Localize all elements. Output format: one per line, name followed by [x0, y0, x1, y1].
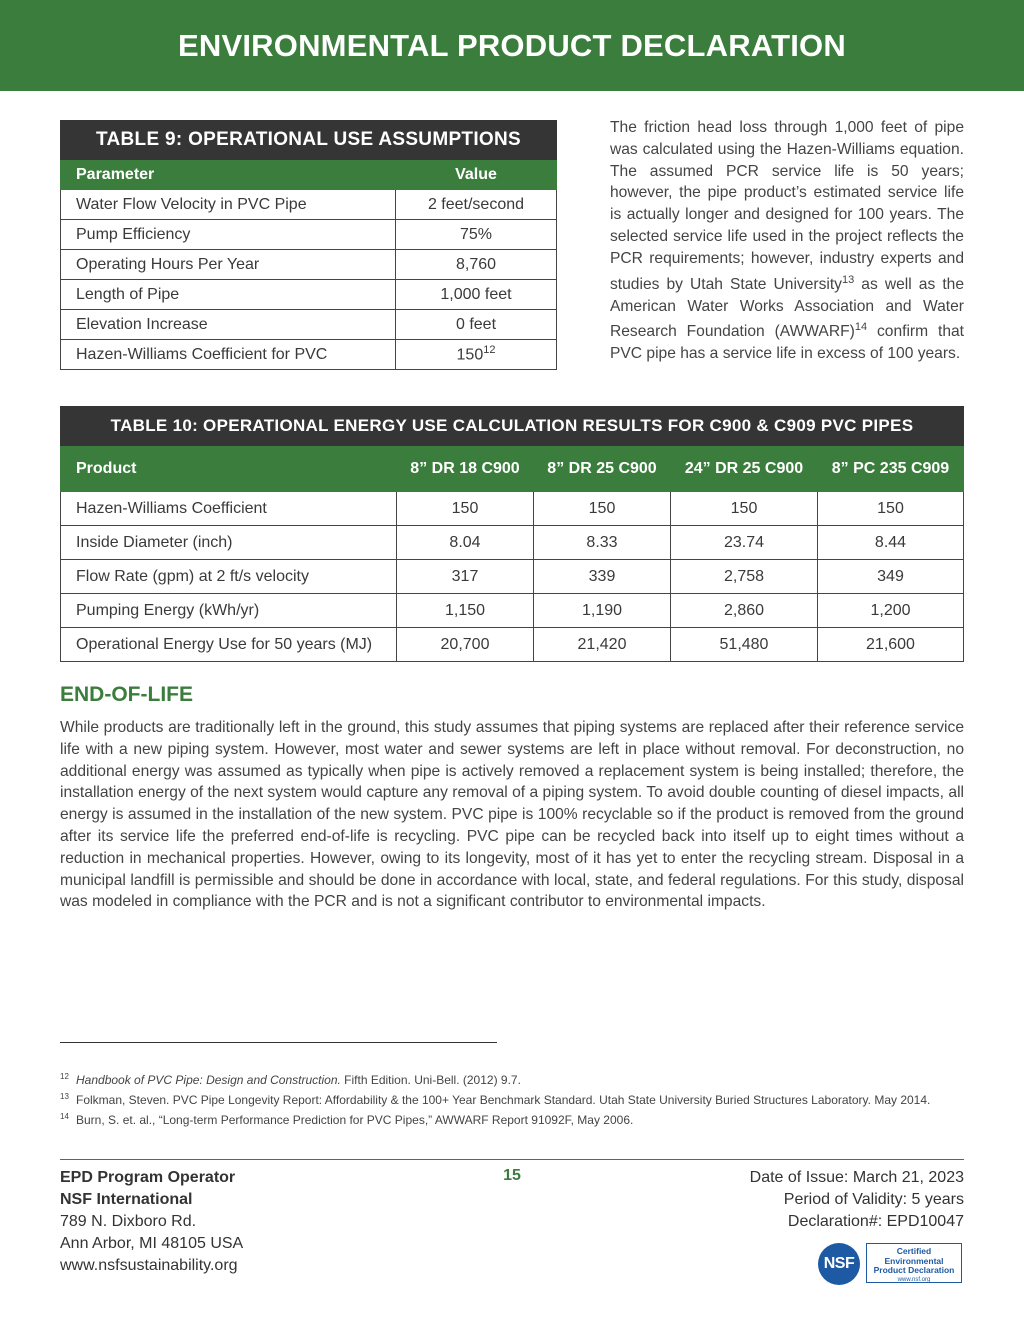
table10-cell: 20,700 [397, 628, 534, 662]
operator-website-link[interactable]: www.nsfsustainability.org [60, 1257, 238, 1274]
table10-cell: 8.04 [397, 526, 534, 560]
table9-cell-value: 1,000 feet [396, 280, 557, 310]
table-row [61, 492, 964, 526]
footnote-12: 12 Handbook of PVC Pipe: Design and Construction. Fifth Edition. Uni-Bell. (2012) 9.7. [60, 1072, 521, 1087]
nsf-logo-icon: NSF [818, 1243, 860, 1285]
header-banner [0, 0, 1024, 91]
table10-cell: Flow Rate (gpm) at 2 ft/s velocity [61, 560, 397, 594]
table9-cell-parameter: Operating Hours Per Year [61, 250, 396, 280]
table10-cell: 23.74 [671, 526, 818, 560]
operator-org: NSF International [60, 1191, 193, 1208]
footnotes [60, 1070, 964, 1130]
table9-cell-value: 8,760 [396, 250, 557, 280]
table10-cell: 2,860 [671, 594, 818, 628]
page-number: 15 [503, 1167, 521, 1184]
footnote-ref[interactable]: 13 [841, 273, 855, 286]
table10-header-col: 8” PC 235 C909 [817, 447, 963, 492]
table10-cell: 2,758 [671, 560, 818, 594]
table10-cell: Inside Diameter (inch) [61, 526, 397, 560]
footnote-ref[interactable]: 14 [854, 321, 868, 334]
table10-header-col: 24” DR 25 C900 [671, 447, 818, 492]
declaration-info [750, 1167, 964, 1233]
friction-head-loss-paragraph: The friction head loss through 1,000 feet of pipe was calculated using the Hazen-Williams equation. The assumed PCR service life is 50 years; however, the pipe product’s estimated service life is actually longer and designed for 100 years. The selected service life used in the project reflects the PCR requirements; however, industry experts and studies by Utah State University$^{13}$ as well as the American Water Works Association and Water Research Foundation (AWWARF)$^{14}$ confirm that PVC pipe has a service life in excess of 100 years. [610, 119, 965, 363]
table10-cell: 150 [817, 492, 963, 526]
operator-label: EPD Program Operator [60, 1169, 236, 1186]
table10-cell: 150 [397, 492, 534, 526]
end-of-life-heading: END-OF-LIFE [60, 683, 193, 706]
table-row [61, 526, 964, 560]
page-title: ENVIRONMENTAL PRODUCT DECLARATION [178, 27, 846, 63]
table-row [61, 190, 557, 220]
table9-header-parameter: Parameter [61, 161, 396, 190]
table10-cell: 150 [534, 492, 671, 526]
table10-cell: 150 [671, 492, 818, 526]
table10-cell: Pumping Energy (kWh/yr) [61, 594, 397, 628]
end-of-life-paragraph: While products are traditionally left in the ground, this study assumes that piping systems are replaced after their reference service life with a new piping system. However, most water and sewer systems are left in place without removal. For deconstruction, no additional energy was assumed as typically when pipe is actively removed a replacement system is being installed; therefore, the installation energy of the next system would capture any removal of a piping system. To avoid double counting of diesel impacts, all energy is assumed in the installation of the new system. PVC pipe is 100% recyclable so if the product is removed from the ground after its service life the preferred end-of-life is recycling. PVC pipe can be recycled back into itself up to eight times without a reduction in mechanical properties. However, owing to its longevity, most of it has yet to enter the recycling stream. Disposal in a municipal landfill is permissible and should be done in accordance with local, state, and federal regulations. For this study, disposal was modeled in compliance with the PCR and is not a significant contributor to environmental impacts. [60, 719, 964, 911]
table-operational-energy-use [60, 406, 964, 662]
table9-cell-value: 75% [396, 220, 557, 250]
operator-address-line1: 789 N. Dixboro Rd. [60, 1213, 197, 1230]
validity-period: Period of Validity: 5 years [783, 1191, 964, 1208]
certified-epd-badge: Certified Environmental Product Declaration www.nsf.org [866, 1243, 962, 1283]
table9-cell-value: $150^{12}$ [396, 340, 557, 370]
table10-cell: 21,600 [817, 628, 963, 662]
table10-cell: 1,200 [817, 594, 963, 628]
table9-cell-parameter: Elevation Increase [61, 310, 396, 340]
declaration-number: Declaration#: EPD10047 [787, 1213, 964, 1230]
table-row [61, 628, 964, 662]
table-row [61, 280, 557, 310]
table10-header-col: 8” DR 18 C900 [397, 447, 534, 492]
table-operational-use-assumptions [60, 120, 557, 370]
table9-title: TABLE 9: OPERATIONAL USE ASSUMPTIONS [60, 120, 557, 160]
operator-address-line2: Ann Arbor, MI 48105 USA [60, 1235, 244, 1252]
table10-cell: Operational Energy Use for 50 years (MJ) [61, 628, 397, 662]
table10-cell: 1,190 [534, 594, 671, 628]
table10-cell: 21,420 [534, 628, 671, 662]
table9-cell-parameter: Hazen-Williams Coefficient for PVC [61, 340, 396, 370]
table10-title: TABLE 10: OPERATIONAL ENERGY USE CALCULATION RESULTS FOR C900 & C909 PVC PIPES [60, 406, 964, 446]
table10-cell: 8.44 [817, 526, 963, 560]
table-row [61, 594, 964, 628]
table10-cell: 8.33 [534, 526, 671, 560]
table-row [61, 220, 557, 250]
table10-cell: Hazen-Williams Coefficient [61, 492, 397, 526]
table-row [61, 340, 557, 370]
table9-header-value: Value [396, 161, 557, 190]
footnote-divider [60, 1042, 497, 1043]
table10-cell: 51,480 [671, 628, 818, 662]
table10-cell: 1,150 [397, 594, 534, 628]
footnote-14: 14 Burn, S. et. al., “Long-term Performance Prediction for PVC Pipes,” AWWARF Report 91092F, May 2006. [60, 1112, 634, 1127]
issue-date: Date of Issue: March 21, 2023 [749, 1169, 964, 1186]
table9-cell-parameter: Pump Efficiency [61, 220, 396, 250]
table9-cell-parameter: Water Flow Velocity in PVC Pipe [61, 190, 396, 220]
footer-divider [60, 1159, 964, 1160]
footnote-13: 13 Folkman, Steven. PVC Pipe Longevity Report: Affordability & the 100+ Year Benchmark Standard. Utah State University Buried Structures Laboratory. May 2014. [60, 1092, 931, 1107]
table10-cell: 349 [817, 560, 963, 594]
table9-cell-value: 2 feet/second [396, 190, 557, 220]
table-row [61, 310, 557, 340]
table10-header-col: 8” DR 25 C900 [534, 447, 671, 492]
table10-cell: 317 [397, 560, 534, 594]
table10-cell: 339 [534, 560, 671, 594]
table-row [61, 560, 964, 594]
table9-cell-value: 0 feet [396, 310, 557, 340]
footnote-ref[interactable]: 12 [483, 344, 496, 357]
table-row [61, 250, 557, 280]
table9-cell-parameter: Length of Pipe [61, 280, 396, 310]
table10-header-product: Product [61, 447, 397, 492]
